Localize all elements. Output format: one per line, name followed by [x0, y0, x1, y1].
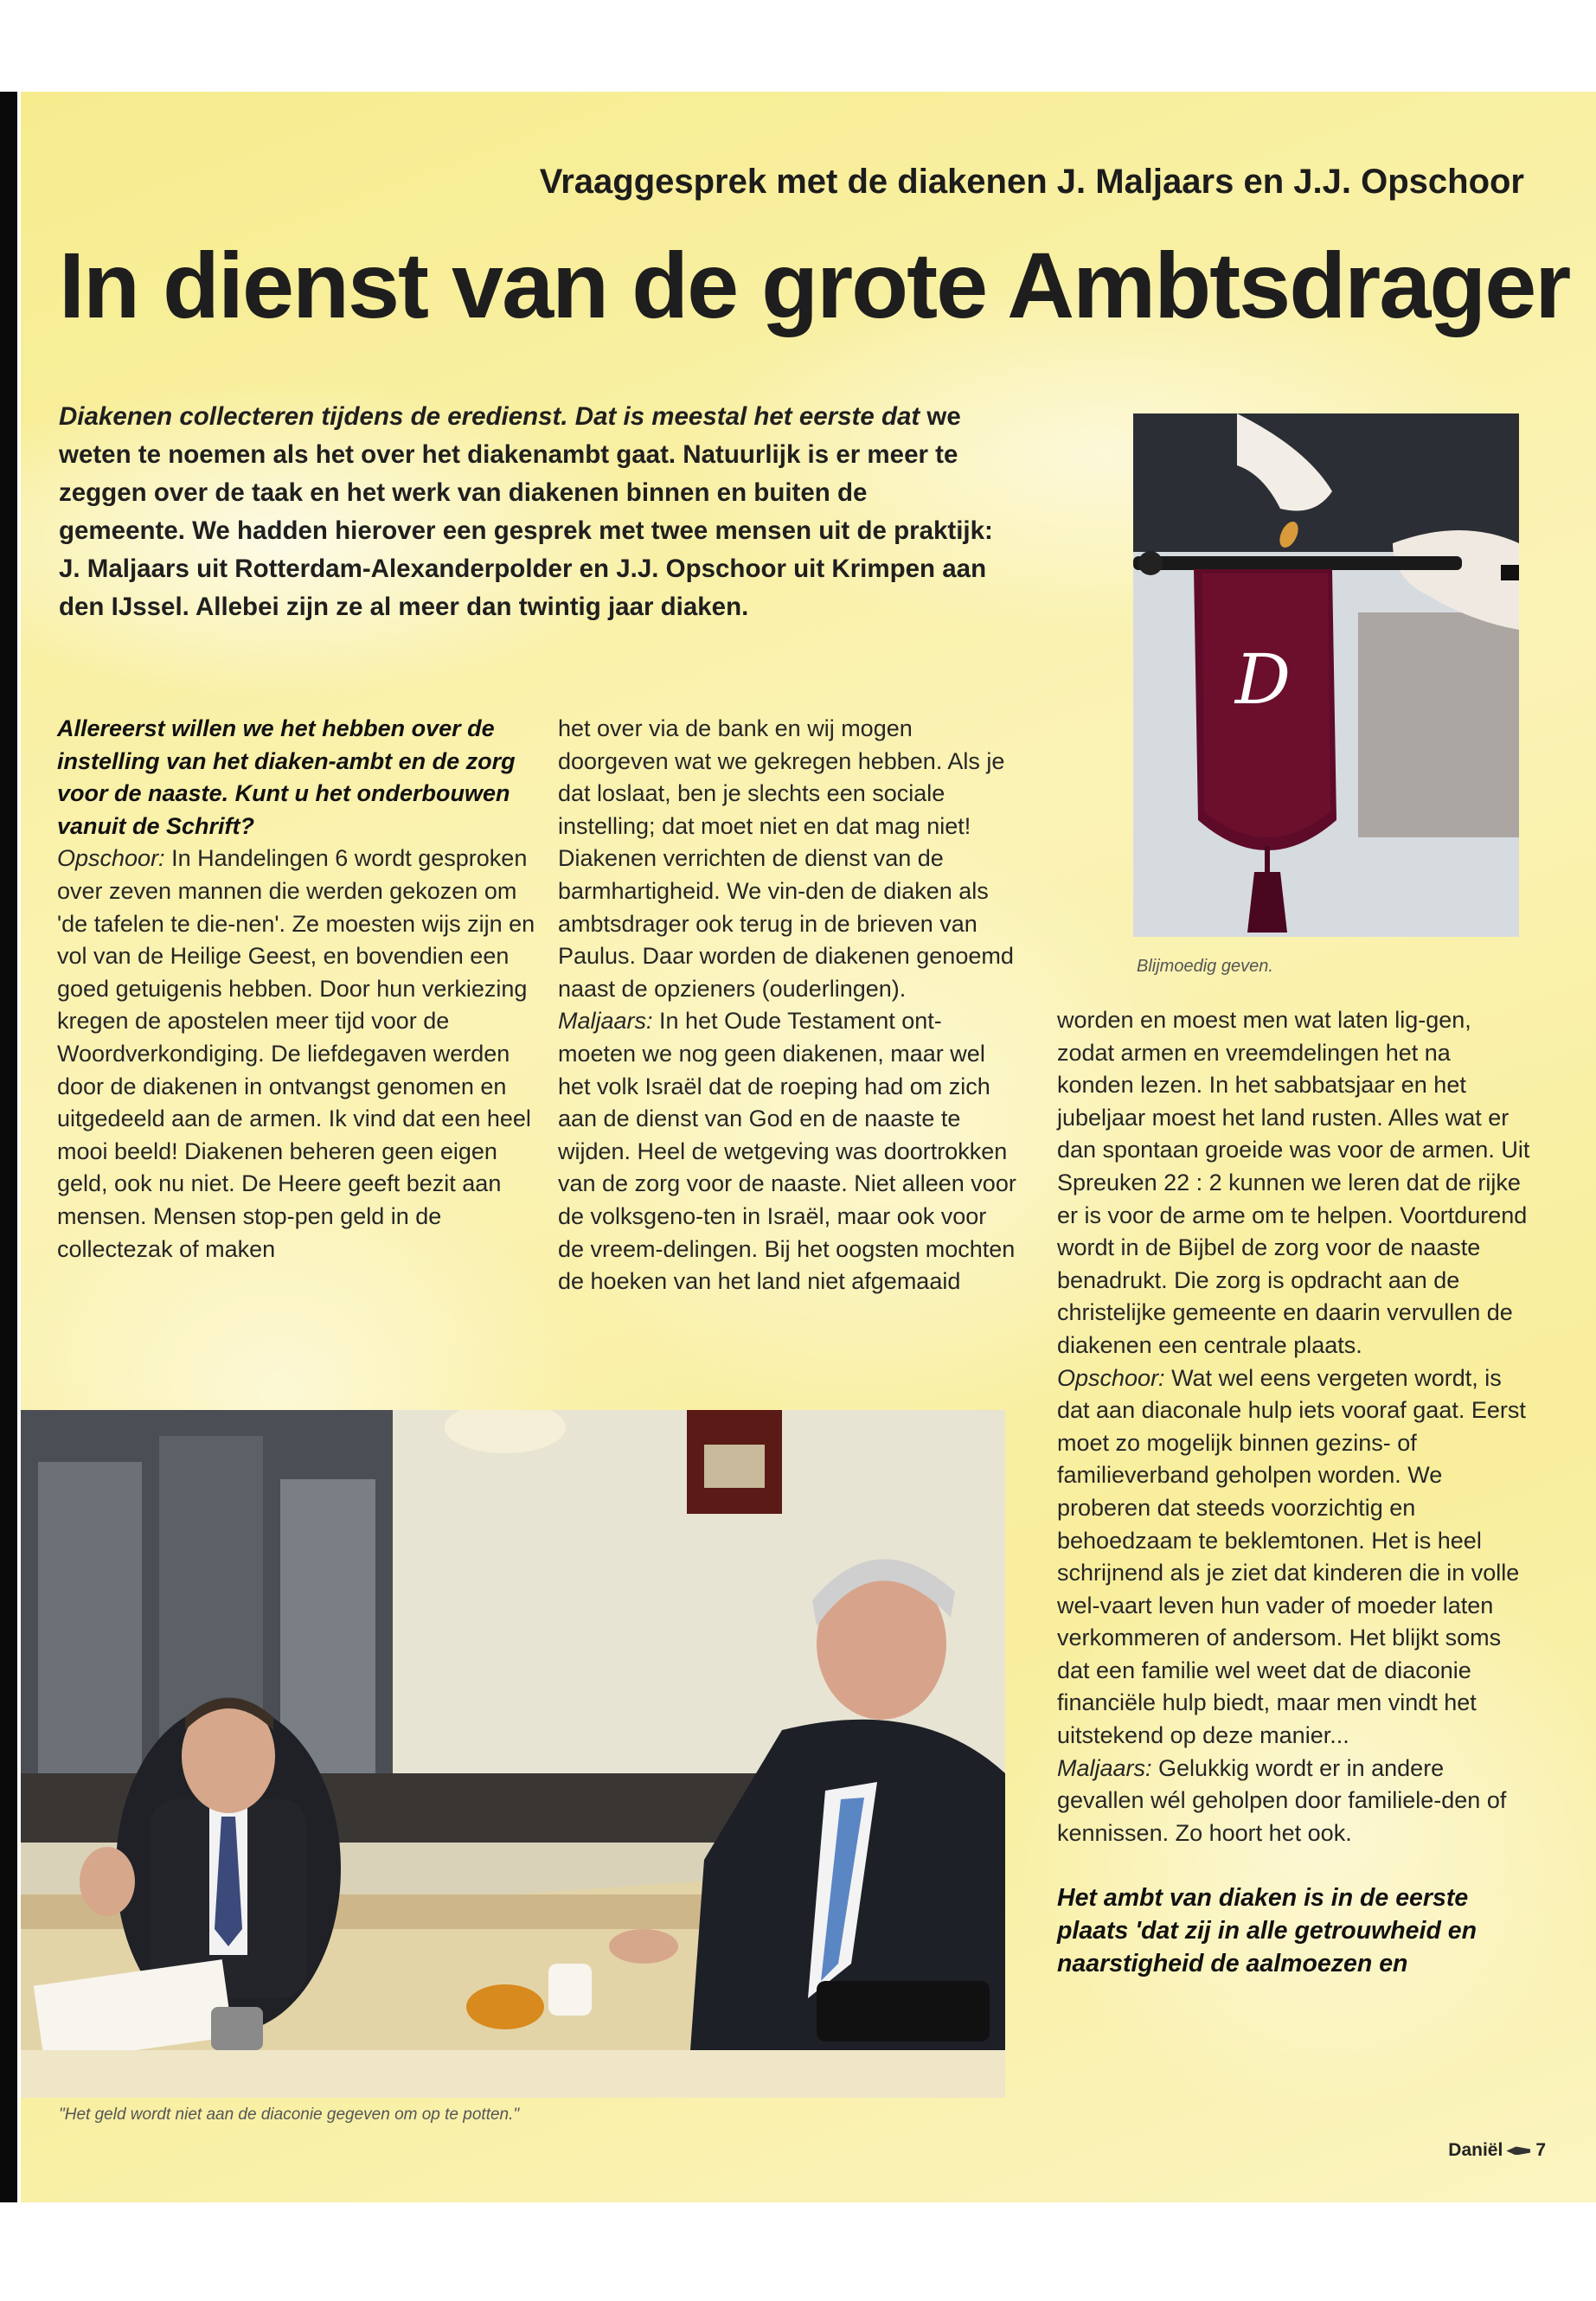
speaker-opschoor: Opschoor:: [57, 845, 165, 872]
lion-logo-icon: [1506, 2146, 1530, 2155]
collection-bag-photo: [1133, 413, 1519, 937]
speaker-maljaars: Maljaars:: [558, 1008, 653, 1035]
speaker-opschoor: Opschoor:: [1057, 1364, 1165, 1391]
answer-text: In het Oude Testament ont-moeten we nog geen diakenen, maar wel het volk Israël dat de roeping had om zich aan de dienst van God en de naaste te wijden. Heel de wetgeving was doortrokken van de zorg voor de naaste. Niet alleen voor de volksgeno-ten in Israël, maar ook voor de vreem-delingen. Bij het oogsten mochten de hoeken van het land niet afgemaaid: [558, 1008, 1016, 1295]
collection-bag-illustration: [1133, 413, 1519, 937]
answer-text: In Handelingen 6 wordt gesproken over zeven mannen die werden gekozen om 'de tafelen te die-nen'. Ze moesten wijs zijn en vol van de Heilige Geest, en bovendien een goed getuigenis hebben. Door hun verkiezing kregen de apostelen meer tijd voor de Woordverkondiging. De liefdegaven werden door de diakenen in ontvangst genomen en uitgedeeld aan de armen. Ik vind dat een heel mooi beeld! Diakenen beheren geen eigen geld, ook nu niet. De Heere geeft bezit aan mensen. Mensen stop-pen geld in de collectezak of maken: [57, 845, 535, 1262]
column-3: [1057, 1004, 1533, 1980]
magazine-name: Daniël: [1448, 2140, 1503, 2160]
column-1: [57, 713, 537, 1266]
answer-text: worden en moest men wat laten lig-gen, zodat armen en vreemdelingen het na konden lezen. In het sabbatsjaar en het jubeljaar moest het land rusten. Alles wat er dan spontaan groeide was voor de armen. Uit Spreuken 22 : 2 kunnen we leren dat de rijke er is voor de arme om te helpen. Voortdurend wordt in de Bijbel de zorg voor de naaste benadrukt. Die zorg is opdracht aan de christelijke gemeente en daarin vervullen de diakenen een centrale plaats.: [1057, 1007, 1530, 1358]
answer-text: Wat wel eens vergeten wordt, is dat aan diaconale hulp iets vooraf gaat. Eerst moet zo mogelijk binnen gezins- of familieverband geholpen worden. We proberen dat steeds voorzichtig en behoedzaam te beklemtonen. Het is heel schrijnend als je ziet dat kinderen die in volle wel-vaart leven hun vader of moeder laten verkommeren of andersom. Het blijkt soms dat een familie wel weet dat de diaconie financiële hulp biedt, maar men vindt het uitstekend op deze manier...: [1057, 1364, 1526, 1749]
meeting-photo-caption: "Het geld wordt niet aan de diaconie gegeven om op te potten.": [59, 2106, 520, 2124]
answer-text: Gelukkig wordt er in andere gevallen wél geholpen door familiele-den of kennissen. Zo hoort het ook.: [1057, 1754, 1507, 1846]
page-number: 7: [1535, 2140, 1546, 2160]
meeting-photo: [21, 1410, 1005, 2098]
speaker-maljaars: Maljaars:: [1057, 1754, 1152, 1781]
column-2: [558, 713, 1016, 1298]
lead-text: we weten te noemen als het over het diakenambt gaat. Natuurlijk is er meer te zeggen over de taak en het werk van diakenen binnen en buiten de gemeente. We hadden hierover een gesprek met twee mensen uit de praktijk: J. Maljaars uit Rotterdam-Alexanderpolder en J.J. Opschoor uit Krimpen aan den IJssel. Allebei zijn ze al meer dan twintig jaar diaken.: [59, 402, 993, 621]
meeting-photo-illustration: [21, 1410, 1005, 2098]
article-kicker: Vraaggesprek met de diakenen J. Maljaars en J.J. Opschoor: [539, 163, 1524, 201]
lead-italic: Diakenen collecteren tijdens de eredienst. Dat is meestal het eerste dat: [59, 402, 920, 431]
page-footer: [1448, 2140, 1546, 2161]
bag-photo-caption: Blijmoedig geven.: [1137, 957, 1273, 976]
article-headline: In dienst van de grote Ambtsdrager: [59, 233, 1570, 337]
interview-question-1: Allereerst willen we het hebben over de instelling van het diaken-ambt en de zorg voor de naaste. Kunt u het onderbouwen vanuit de Schrift?: [57, 715, 516, 839]
article-lead: [59, 398, 993, 626]
answer-text: het over via de bank en wij mogen doorgeven wat we gekregen hebben. Als je dat loslaat, ben je slechts een sociale instelling; dat moet niet en dat mag niet! Diakenen verrichten de dienst van de barmhartigheid. We vin-den de diaken als ambtsdrager ook terug in de brieven van Paulus. Daar worden de diakenen genoemd naast de opzieners (ouderlingen).: [558, 715, 1014, 1002]
interview-question-2: Het ambt van diaken is in de eerste plaats 'dat zij in alle getrouwheid en naarstigheid de aalmoezen en: [1057, 1884, 1477, 1977]
magazine-page: [21, 92, 1596, 2202]
bag-letter: D: [1234, 639, 1292, 720]
page-edge: [0, 92, 17, 2202]
